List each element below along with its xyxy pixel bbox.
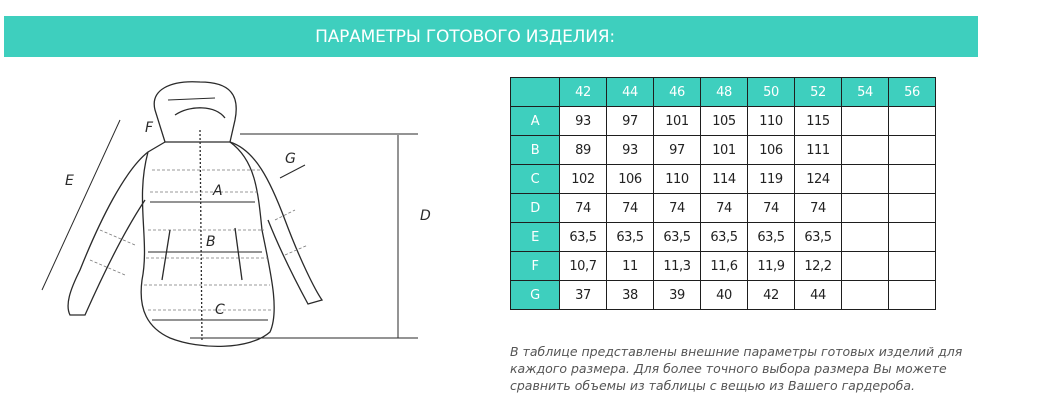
table-cell: 89: [560, 136, 607, 165]
table-row: [511, 281, 936, 310]
table-row: [511, 165, 936, 194]
table-cell: 37: [560, 281, 607, 310]
page-title: ПАРАМЕТРЫ ГОТОВОГО ИЗДЕЛИЯ:: [315, 26, 615, 47]
table-row: [511, 252, 936, 281]
row-label: F: [511, 252, 560, 281]
corner-cell: [511, 78, 560, 107]
size-56: 56: [889, 78, 936, 107]
row-label: D: [511, 194, 560, 223]
size-42: 42: [560, 78, 607, 107]
table-cell: 111: [795, 136, 842, 165]
table-cell: [842, 107, 889, 136]
right-sleeve: [230, 142, 322, 304]
size-48: 48: [701, 78, 748, 107]
table-cell: [889, 252, 936, 281]
table-cell: 74: [654, 194, 701, 223]
table-cell: 74: [560, 194, 607, 223]
table-cell: [889, 223, 936, 252]
size-table-body: [511, 78, 936, 310]
table-cell: 110: [748, 107, 795, 136]
row-label: C: [511, 165, 560, 194]
table-cell: [889, 165, 936, 194]
table-cell: 119: [748, 165, 795, 194]
table-cell: [889, 194, 936, 223]
table-cell: [842, 252, 889, 281]
table-cell: 105: [701, 107, 748, 136]
size-note: В таблице представлены внешние параметры готовых изделий для каждого размера. Для более точного выбора размера Вы можете сравнить объемы из таблицы с вещью из Вашего гардероба.: [510, 343, 963, 393]
table-cell: [842, 223, 889, 252]
size-50: 50: [748, 78, 795, 107]
table-row: [511, 107, 936, 136]
row-label: A: [511, 107, 560, 136]
table-cell: 42: [748, 281, 795, 310]
table-cell: [889, 136, 936, 165]
label-d: D: [420, 208, 431, 224]
table-cell: 44: [795, 281, 842, 310]
table-cell: 63,5: [654, 223, 701, 252]
table-cell: 93: [560, 107, 607, 136]
jacket-measurement-diagram: [30, 70, 450, 390]
table-cell: 38: [607, 281, 654, 310]
row-label: G: [511, 281, 560, 310]
row-label: B: [511, 136, 560, 165]
size-44: 44: [607, 78, 654, 107]
table-cell: 74: [795, 194, 842, 223]
table-cell: 11: [607, 252, 654, 281]
table-cell: 106: [607, 165, 654, 194]
table-cell: 63,5: [701, 223, 748, 252]
label-c: C: [215, 302, 225, 318]
label-e: E: [65, 173, 74, 189]
table-cell: 63,5: [748, 223, 795, 252]
label-b: B: [206, 234, 216, 250]
table-cell: [889, 107, 936, 136]
table-cell: 106: [748, 136, 795, 165]
table-cell: [889, 281, 936, 310]
table-cell: 63,5: [607, 223, 654, 252]
left-pocket: [162, 230, 170, 280]
table-cell: [842, 165, 889, 194]
table-cell: [842, 194, 889, 223]
header-banner: [4, 16, 978, 57]
size-52: 52: [795, 78, 842, 107]
table-cell: 39: [654, 281, 701, 310]
table-cell: 74: [701, 194, 748, 223]
table-cell: 11,9: [748, 252, 795, 281]
label-f: F: [145, 120, 154, 136]
measurement-labels: [65, 120, 431, 318]
quilting-lines: [90, 170, 308, 310]
table-cell: 74: [748, 194, 795, 223]
table-cell: 124: [795, 165, 842, 194]
hood-opening: [175, 108, 225, 118]
table-cell: 93: [607, 136, 654, 165]
table-cell: 101: [701, 136, 748, 165]
measurement-lines: [42, 98, 418, 338]
table-row: [511, 194, 936, 223]
table-row: [511, 136, 936, 165]
table-cell: 63,5: [795, 223, 842, 252]
size-header-row: [511, 78, 936, 107]
row-label: E: [511, 223, 560, 252]
table-cell: 114: [701, 165, 748, 194]
table-cell: 11,3: [654, 252, 701, 281]
table-cell: 101: [654, 107, 701, 136]
table-cell: 12,2: [795, 252, 842, 281]
size-table: [510, 77, 936, 310]
table-cell: 97: [607, 107, 654, 136]
size-46: 46: [654, 78, 701, 107]
table-cell: 102: [560, 165, 607, 194]
label-a: A: [213, 183, 223, 199]
table-cell: 11,6: [701, 252, 748, 281]
table-cell: [842, 281, 889, 310]
table-cell: 40: [701, 281, 748, 310]
table-cell: 115: [795, 107, 842, 136]
hood-outline: [154, 82, 236, 142]
table-cell: 10,7: [560, 252, 607, 281]
right-pocket: [235, 228, 242, 280]
table-cell: 63,5: [560, 223, 607, 252]
left-sleeve: [68, 152, 148, 315]
table-cell: 110: [654, 165, 701, 194]
label-g: G: [285, 151, 296, 167]
table-row: [511, 223, 936, 252]
table-cell: 74: [607, 194, 654, 223]
size-54: 54: [842, 78, 889, 107]
table-cell: 97: [654, 136, 701, 165]
table-cell: [842, 136, 889, 165]
